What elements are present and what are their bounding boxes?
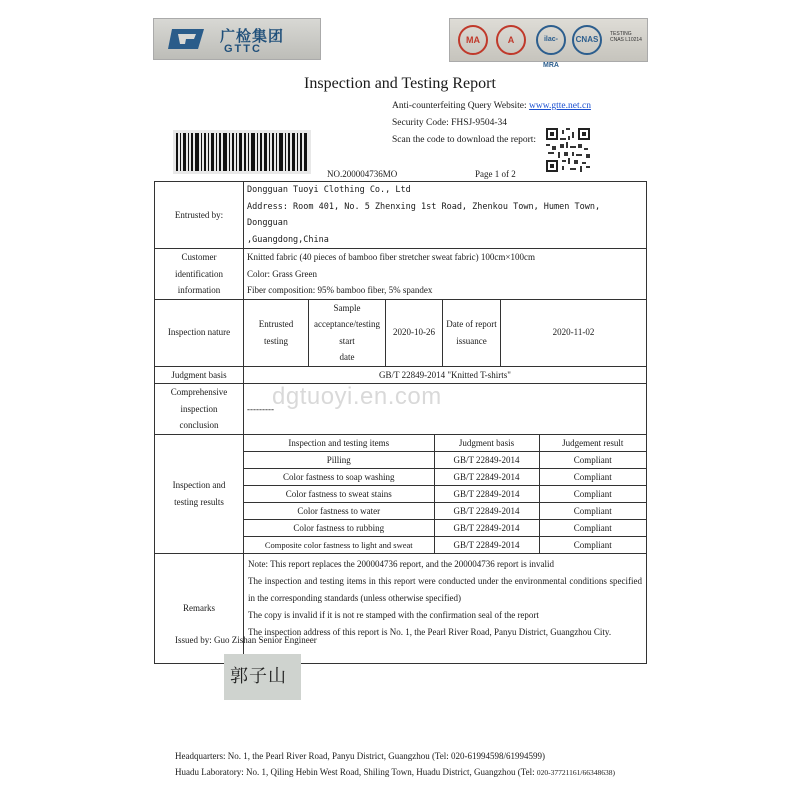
cma-seal-icon: MA xyxy=(458,25,488,55)
results-label: Inspection and testing results xyxy=(155,434,244,553)
results-header-row xyxy=(244,435,646,452)
entrusted-value: Dongguan Tuoyi Clothing Co., Ltd Address: Room 401, No. 5 Zhenxing 1st Road, Zhenkou Town, Humen Town, Dongguan ,Guangdong,China xyxy=(244,182,647,249)
results-header-basis: Judgment basis xyxy=(434,435,539,452)
inspection-nature-label: Inspection nature xyxy=(155,299,244,366)
results-row xyxy=(155,434,647,553)
customer-value: Knitted fabric (40 pieces of bamboo fiber stretcher sweat fabric) 100cm×100cm Color: Grass Green Fiber composition: 95% bamboo fiber, 5% spandex xyxy=(244,249,647,300)
table-row: Composite color fastness to light and sweat GB/T 22849-2014 Compliant xyxy=(244,536,646,553)
conclusion-value: --------- xyxy=(244,384,647,435)
ilac-mra-seal-icon: ilac-MRA xyxy=(536,25,566,55)
inspection-nature-row xyxy=(155,299,647,366)
gttc-logo-cn: 广检集团 xyxy=(220,27,285,45)
issue-date-label: Date of report issuance xyxy=(443,299,501,366)
customer-label: Customer identification information xyxy=(155,249,244,300)
query-label: Anti-counterfeiting Query Website: xyxy=(392,101,527,111)
report-number: NO.200004736MO xyxy=(327,169,398,179)
table-row: Color fastness to sweat stains GB/T 22849-2014 Compliant xyxy=(244,485,646,502)
security-code: Security Code: FHSJ-9504-34 xyxy=(392,118,508,128)
conclusion-label: Comprehensive inspection conclusion xyxy=(155,384,244,435)
start-date-label: Sample acceptance/testing start date xyxy=(309,299,386,366)
qr-code-icon[interactable] xyxy=(546,128,590,172)
query-website-line xyxy=(392,101,591,111)
table-row: Pilling GB/T 22849-2014 Compliant xyxy=(244,451,646,468)
results-header-items: Inspection and testing items xyxy=(244,435,434,452)
footer-laboratory: Huadu Laboratory: No. 1, Qiling Hebin West Road, Shiling Town, Huadu District, Guangzhou (Tel: 020-37721161/66348638) xyxy=(175,767,615,777)
table-row: Color fastness to water GB/T 22849-2014 Compliant xyxy=(244,502,646,519)
report-table xyxy=(154,181,647,664)
inspection-nature-value: Entrusted testing xyxy=(244,299,309,366)
judgment-basis-value: GB/T 22849-2014 "Knitted T-shirts" xyxy=(244,366,647,384)
entrusted-row xyxy=(155,182,647,249)
remarks-label: Remarks xyxy=(155,553,244,663)
gttc-logo xyxy=(153,18,321,60)
query-website-link[interactable]: www.gtte.net.cn xyxy=(529,101,591,111)
results-table xyxy=(244,435,646,553)
cnas-seal-icon: CNAS xyxy=(572,25,602,55)
remarks-value: Note: This report replaces the 200004736 report, and the 200004736 report is invalid The inspection and testing items in this report were conducted under the environmental conditions specified in the corresponding standards (unless otherwise specified) The copy is invalid if it is not re stamped with the confirmation seal of the report The inspection address of this report is No. 1, the Pearl River Road, Panyu District, Guangzhou City. xyxy=(244,553,647,663)
remarks-row xyxy=(155,553,647,663)
accreditation-a-seal-icon: A xyxy=(496,25,526,55)
results-cell xyxy=(244,434,647,553)
scan-instruction: Scan the code to download the report: xyxy=(392,135,537,145)
entrusted-label: Entrusted by: xyxy=(155,182,244,249)
cnas-caption: TESTING CNAS L10214 xyxy=(610,31,642,43)
results-header-result: Judgement result xyxy=(539,435,646,452)
gttc-logo-mark-icon xyxy=(168,27,208,51)
table-row: Color fastness to soap washing GB/T 22849-2014 Compliant xyxy=(244,468,646,485)
customer-row xyxy=(155,249,647,300)
gttc-logo-en: GTTC xyxy=(224,43,262,55)
signature-image xyxy=(224,654,301,700)
watermark: dgtuoyi.en.com xyxy=(272,383,442,410)
start-date-value: 2020-10-26 xyxy=(386,299,443,366)
footer-headquarters: Headquarters: No. 1, the Pearl River Road, Panyu District, Guangzhou (Tel: 020-61994598/61994599) xyxy=(175,751,546,761)
signature-text: 郭子山 xyxy=(230,666,287,687)
barcode-icon xyxy=(173,130,311,174)
accreditation-logos xyxy=(449,18,648,69)
judgment-basis-label: Judgment basis xyxy=(155,366,244,384)
report-title: Inspection and Testing Report xyxy=(304,75,496,92)
table-row: Color fastness to rubbing GB/T 22849-2014 Compliant xyxy=(244,519,646,536)
issued-by: Issued by: Guo Zishan Senior Engineer xyxy=(175,635,317,645)
issue-date-value: 2020-11-02 xyxy=(501,299,647,366)
page-indicator: Page 1 of 2 xyxy=(475,169,516,179)
judgment-basis-row xyxy=(155,366,647,384)
